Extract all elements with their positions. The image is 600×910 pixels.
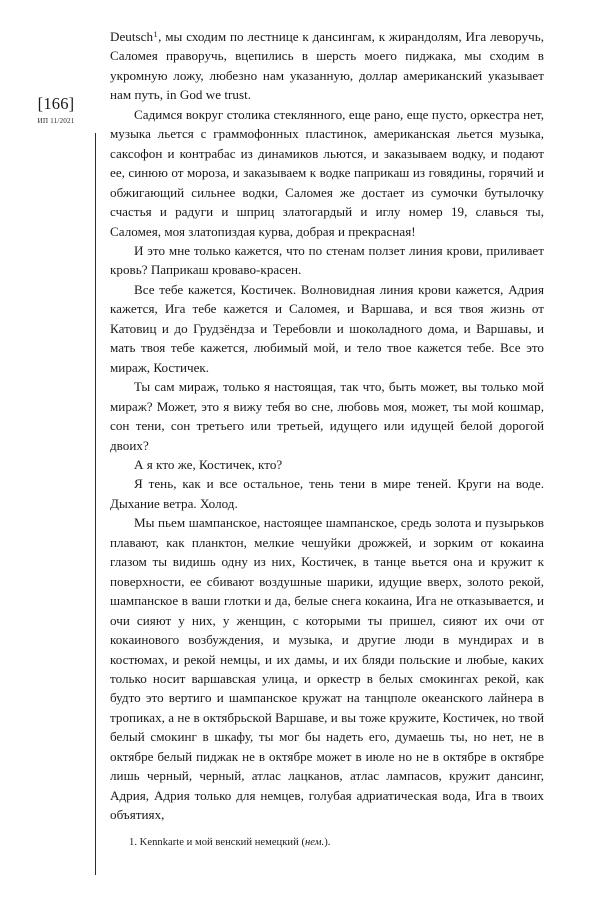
paragraph-text: Садимся вокруг столика стеклянного, еще рано, еще пусто, оркестра нет, музыка льется с граммофонных пластинок, американская льется музыка, саксофон и контрабас из динамиков льются, и заказываем водку, и подают ее, синюю от мороза, и заказываем к водке паприкаш из говядины, горячий и обжигающий сильнее водки, Саломея же достает из сумочки бутылочку счастья и радуги и шприц златогардый и иглу номер 19, славься ты, Саломея, моя златопиздая курва, добрая и прекрасная! — [110, 106, 544, 239]
footnote-text-after: ). — [324, 837, 331, 848]
page-marker — [22, 96, 90, 125]
page-number: [166] — [37, 94, 75, 113]
paragraph-text: И это мне только кажется, что по стенам ползет линия крови, приливает кровь? Паприкаш кроваво-красен. — [110, 242, 544, 278]
paragraph — [110, 27, 544, 105]
page-source-label: ИП 11/2021 — [37, 116, 75, 125]
paragraph-text: Я тень, как и все остальное, тень тени в мире теней. Круги на воде. Дыхание ветра. Холод. — [110, 476, 544, 511]
paragraph — [110, 377, 544, 455]
paragraph-text: Deutsch$^1$, мы сходим по лестнице к дансингам, к жирандолям, Ига леворучь, Саломея праворучь, вцепились в шерсть моего пиджака, мы сходим в укромную ложу, любезно нам указанную, доллар американский указывает нам путь, in God we trust. — [110, 29, 544, 103]
footnote-number: 1. — [129, 837, 137, 848]
paragraph-text: А я кто же, Костичек, кто? — [134, 456, 283, 472]
paragraph-text: Ты сам мираж, только я настоящая, так что, быть может, вы только мой мираж? Может, это я вижу тебя во сне, любовь моя, может, ты мой кошмар, сон тени, сон третьего или третьей, идущего или идущей белой дорогой двоих? — [110, 379, 544, 453]
paragraph — [110, 280, 544, 377]
text-column — [110, 27, 544, 825]
paragraph-text: Все тебе кажется, Костичек. Волновидная линия крови кажется, Адрия кажется, Ига тебе кажется и Саломея, и Варшава, и вся твоя жизнь от Катовиц и до Грудзёндза и Теребовли и шоколадного дома, и Варшавы, и мать твоя тебе кажется, любимый мой, и тело твое кажется тебе. Все это мираж, Костичек. — [110, 281, 544, 375]
footnote-language-tag: нем. — [305, 837, 325, 848]
paragraph — [110, 241, 544, 280]
margin-vertical-rule — [95, 133, 96, 875]
paragraph — [110, 474, 544, 513]
paragraph-text: Мы пьем шампанское, настоящее шампанское, средь золота и пузырьков плавают, как планктон, мелкие чешуйки дрожжей, и зорким от кокаина глазом ты видишь одну из них, Костичек, в танце вьется она и кружит к поверхности, ее сбивают воздушные шарики, идущие вверх, золото рекой, шампанское в ваши глотки и да, белые снега кокаина, Ига не отказывается, и очи сияют у них, у женщин, с которыми ты пришел, сияют их очи от кокаинового возбуждения, и музыка, и другие люди в мундирах и в костюмах, и рекой немцы, и их дамы, и их бляди польские и любые, каких только носит варшавская улица, и оркестр в белых смокингах рекой, как будто это вертиго и шампанское кружат на танцполе океанского лайнера в тропиках, а не в октябрьской Варшаве, и вы тоже кружите, Костичек, но твой белый смокинг в шкафу, ты мог бы надеть его, думаешь ты, но нет, не в октябре белый пиджак не в октябре может в июле но не в октябре в октябре лишь черный, черный, атлас лацканов, атлас лампасов, кружит дансинг, Адрия, Адрия только для немцев, голубая адриатическая вода, Ига в твоих объятиях, — [110, 515, 544, 823]
footnote-text-before: Kennkarte и мой венский немецкий ( — [139, 837, 306, 848]
paragraph — [110, 513, 544, 824]
paragraph — [110, 105, 544, 241]
footnote-reference: 1 — [153, 29, 158, 39]
paragraph — [110, 455, 544, 474]
footnote — [129, 836, 544, 850]
